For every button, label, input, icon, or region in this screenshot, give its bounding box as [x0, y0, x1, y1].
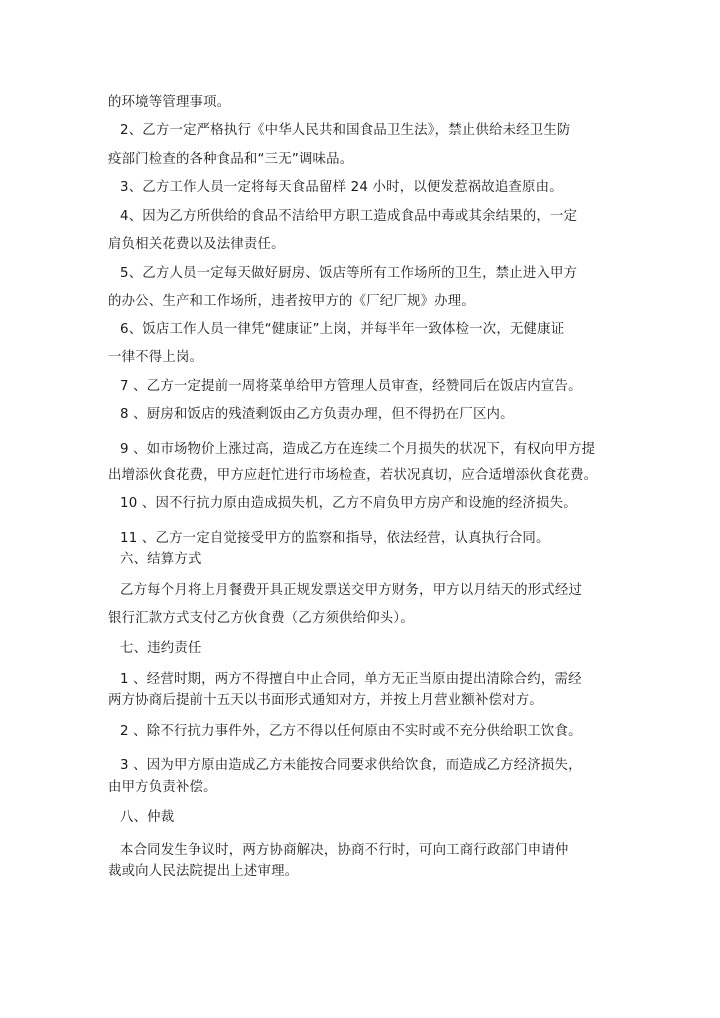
clause-2-line-1: 2、乙方一定严格执行《中华人民共和国食品卫生法》，禁止供给未经卫生防 [120, 123, 571, 138]
clause-8-line-1: 8 、厨房和饭店的残渣剩饭由乙方负责办理，但不得扔在厂区内。 [120, 407, 514, 422]
clause-6-line-1: 6、饭店工作人员一律凭“健康证”上岗，并每半年一致体检一次，无健康证 [120, 322, 565, 337]
clause-10-line-1: 10 、因不行抗力原由造成损失机，乙方不肩负甲方房产和设施的经济损失。 [120, 496, 577, 511]
clause-7-line-1: 7 、乙方一定提前一周将菜单给甲方管理人员审查，经赞同后在饭店内宣告。 [120, 379, 582, 394]
liability-1-line-1: 1 、经营时期，两方不得擅自中止合同，单方无正当原由提出清除合约，需经 [120, 672, 582, 687]
section-heading-liability: 七、违约责任 [120, 641, 202, 656]
clause-4-line-2: 肩负相关花费以及法律责任。 [108, 237, 285, 252]
text-line: 的环境等管理事项。 [108, 95, 231, 110]
settlement-line-2: 银行汇款方式支付乙方伙食费（乙方须供给仰头）。 [108, 611, 414, 626]
clause-3-line-1: 3、乙方工作人员一定将每天食品留样 24 小时，以便发惹祸故追查原由。 [120, 180, 563, 195]
clause-11-line-1: 11 、乙方一定自觉接受甲方的监察和指导，依法经营，认真执行合同。 [120, 531, 550, 546]
arbitration-line-1: 本合同发生争议时，两方协商解决，协商不行时，可向工商行政部门申请仲 [120, 843, 569, 858]
clause-6-line-2: 一律不得上岗。 [108, 350, 204, 365]
section-heading-settlement: 六、结算方式 [120, 552, 202, 567]
section-heading-arbitration: 八、仲裁 [120, 810, 175, 825]
liability-1-line-2: 两方协商后提前十五天以书面形式通知对方，并按上月营业额补偿对方。 [108, 693, 543, 708]
clause-9-line-2: 出增添伙食花费，甲方应赶忙进行市场检查，若状况真切，应合适增添伙食花费。 [108, 468, 598, 483]
arbitration-line-2: 裁或向人民法院提出上述审理。 [108, 864, 299, 879]
liability-3-line-1: 3 、因为甲方原由造成乙方未能按合同要求供给饮食，而造成乙方经济损失， [120, 758, 582, 773]
clause-2-line-2: 疫部门检查的各种食品和“三无”调味品。 [108, 152, 354, 167]
liability-3-line-2: 由甲方负责补偿。 [108, 780, 217, 795]
settlement-line-1: 乙方每个月将上月餐费开具正规发票送交甲方财务，甲方以月结天的形式经过 [120, 583, 583, 598]
clause-9-line-1: 9 、如市场物价上涨过高，造成乙方在连续二个月损失的状况下，有权向甲方提 [120, 442, 596, 457]
clause-4-line-1: 4、因为乙方所供给的食品不洁给甲方职工造成食品中毒或其余结果的，一定 [120, 209, 578, 224]
clause-5-line-1: 5、乙方人员一定每天做好厨房、饭店等所有工作场所的卫生，禁止进入甲方 [120, 266, 578, 281]
clause-5-line-2: 的办公、生产和工作场所，违者按甲方的《厂纪厂规》办理。 [108, 294, 475, 309]
liability-2-line-1: 2 、除不行抗力事件外，乙方不得以任何原由不实时或不充分供给职工饮食。 [120, 724, 582, 739]
